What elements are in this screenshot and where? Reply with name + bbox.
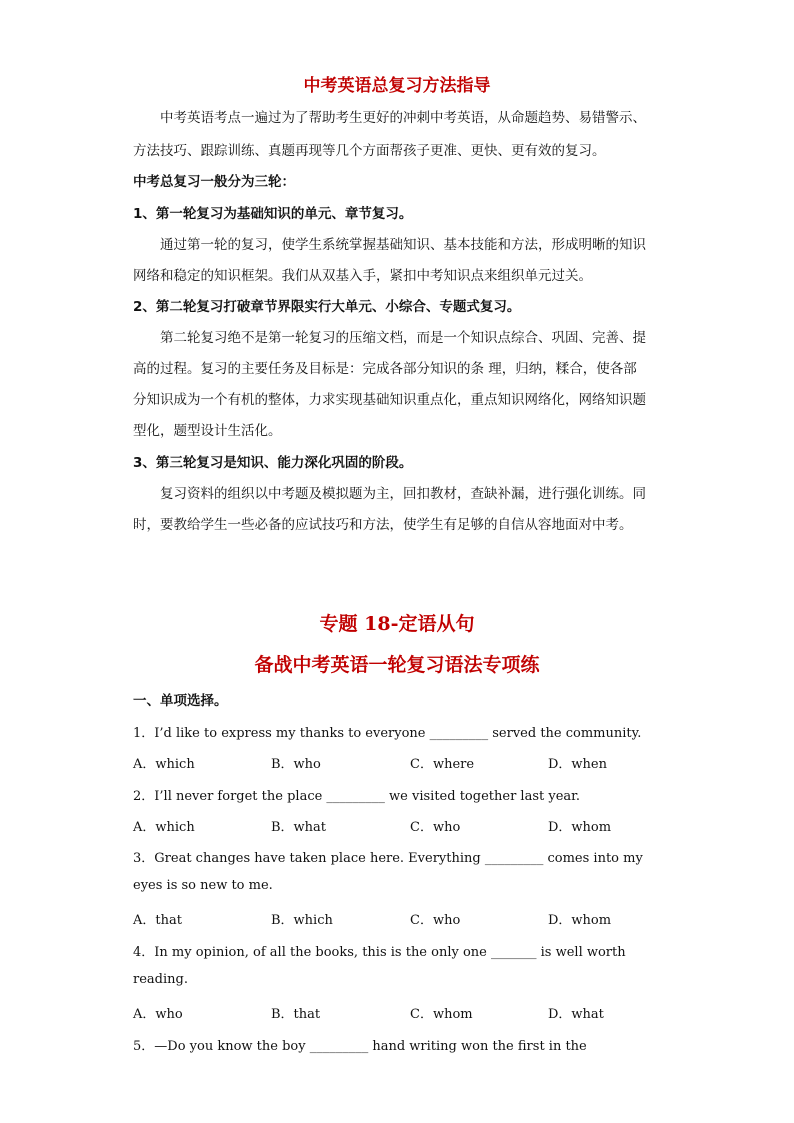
section-heading: 一、单项选择。 xyxy=(133,693,228,709)
q2-option-b: B．what xyxy=(271,820,327,835)
q3-option-d: D．whom xyxy=(548,913,612,928)
round-2-line-4: 型化，题型设计生活化。 xyxy=(133,423,282,439)
q2-option-d: D．whom xyxy=(548,820,612,835)
q4-option-c: C．whom xyxy=(410,1007,473,1022)
intro-line-1: 中考英语考点一遍过为了帮助考生更好的冲刺中考英语，从命题趋势、易错警示、 xyxy=(160,110,646,126)
method-title: 中考英语总复习方法指导 xyxy=(303,76,491,96)
round-1-heading: 1、第一轮复习为基础知识的单元、章节复习。 xyxy=(133,206,413,222)
q1-option-d: D．when xyxy=(548,757,607,772)
question-4-cont: reading. xyxy=(133,972,188,987)
q3-option-a: A．that xyxy=(133,913,182,928)
q2-option-c: C．who xyxy=(410,820,461,835)
q1-option-c: C．where xyxy=(410,757,475,772)
round-3-heading: 3、第三轮复习是知识、能力深化巩固的阶段。 xyxy=(133,455,413,471)
topic-subtitle: 备战中考英语一轮复习语法专项练 xyxy=(254,654,540,676)
rounds-heading: 中考总复习一般分为三轮： xyxy=(133,174,295,190)
topic-title: 专题 18-定语从句 xyxy=(319,613,475,635)
question-2: 2．I’ll never forget the place _________ we visited together last year. xyxy=(133,789,581,804)
q4-option-d: D．what xyxy=(548,1007,604,1022)
intro-line-2: 方法技巧、跟踪训练、真题再现等几个方面帮孩子更准、更快、更有效的复习。 xyxy=(133,143,606,159)
round-2-heading: 2、第二轮复习打破章节界限实行大单元、小综合、专题式复习。 xyxy=(133,299,521,315)
q2-option-a: A．which xyxy=(133,820,195,835)
q1-option-a: A．which xyxy=(133,757,195,772)
round-2-line-2: 高的过程。复习的主要任务及目标是：完成各部分知识的条 理，归纳，糅合，使各部 xyxy=(133,361,637,377)
question-3-cont: eyes is so new to me. xyxy=(133,878,273,893)
q4-option-a: A．who xyxy=(133,1007,183,1022)
question-5: 5．—Do you know the boy _________ hand writing won the first in the xyxy=(133,1039,587,1054)
question-3: 3．Great changes have taken place here. Everything _________ comes into my xyxy=(133,851,643,866)
round-1-line-2: 网络和稳定的知识框架。我们从双基入手，紧扣中考知识点来组织单元过关。 xyxy=(133,268,592,284)
round-1-line-1: 通过第一轮的复习，使学生系统掌握基础知识、基本技能和方法，形成明晰的知识 xyxy=(160,237,646,253)
question-1: 1．I’d like to express my thanks to everyone _________ served the community. xyxy=(133,726,642,741)
round-3-line-2: 时，要教给学生一些必备的应试技巧和方法，使学生有足够的自信从容地面对中考。 xyxy=(133,517,633,533)
q4-option-b: B．that xyxy=(271,1007,321,1022)
round-2-line-1: 第二轮复习绝不是第一轮复习的压缩文档，而是一个知识点综合、巩固、完善、提 xyxy=(160,330,646,346)
q3-option-b: B．which xyxy=(271,913,333,928)
round-3-line-1: 复习资料的组织以中考题及模拟题为主，回扣教材，查缺补漏，进行强化训练。同 xyxy=(160,486,646,502)
round-2-line-3: 分知识成为一个有机的整体，力求实现基础知识重点化，重点知识网络化，网络知识题 xyxy=(133,392,646,408)
question-4: 4．In my opinion, of all the books, this is the only one _______ is well worth xyxy=(133,945,626,960)
q3-option-c: C．who xyxy=(410,913,461,928)
q1-option-b: B．who xyxy=(271,757,321,772)
